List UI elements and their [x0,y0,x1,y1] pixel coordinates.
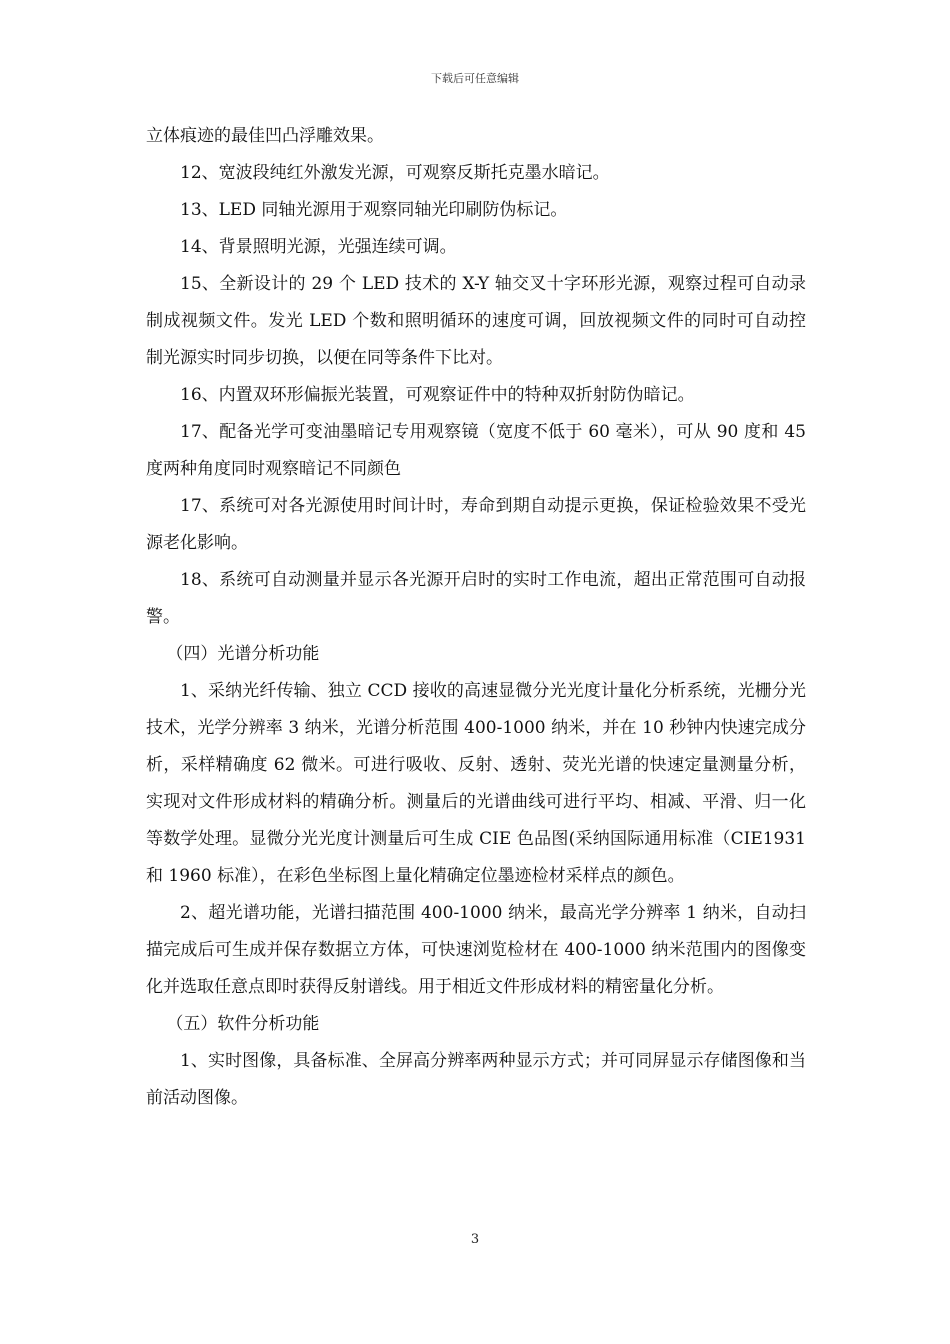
paragraph-continuation: 立体痕迹的最佳凹凸浮雕效果。 [146,126,384,146]
paragraph-item-12: 12、宽波段纯红外激发光源，可观察反斯托克墨水暗记。 [180,163,610,183]
paragraph-item-15: 15、全新设计的 29 个 LED 技术的 X-Y 轴交叉十字环形光源，观察过程可自动录制成视频文件。发光 LED 个数和照明循环的速度可调，回放视频文件的同时可自动控制光源实时同步切换，以便在同等条件下比对。 [146,274,806,368]
paragraph-spectral-2: 2、超光谱功能，光谱扫描范围 400-1000 纳米，最高光学分辨率 1 纳米，自动扫描完成后可生成并保存数据立方体，可快速浏览检材在 400-1000 纳米范围内的图像变化并选取任意点即时获得反射谱线。用于相近文件形成材料的精密量化分析。 [146,903,806,997]
paragraph-item-17a: 17、配备光学可变油墨暗记专用观察镜（宽度不低于 60 毫米），可从 90 度和 45 度两种角度同时观察暗记不同颜色 [146,422,806,479]
paragraph-item-18: 18、系统可自动测量并显示各光源开启时的实时工作电流，超出正常范围可自动报警。 [146,570,806,627]
page-header: 下载后可任意编辑 [431,72,519,85]
section-heading-spectral: （四）光谱分析功能 [166,644,320,664]
page-number: 3 [470,1232,480,1247]
paragraph-item-16: 16、内置双环形偏振光装置，可观察证件中的特种双折射防伪暗记。 [180,385,695,405]
paragraph-item-13: 13、LED 同轴光源用于观察同轴光印刷防伪标记。 [180,200,568,220]
paragraph-item-14: 14、背景照明光源，光强连续可调。 [180,237,457,257]
paragraph-item-17b: 17、系统可对各光源使用时间计时，寿命到期自动提示更换，保证检验效果不受光源老化影响。 [146,496,806,553]
paragraph-software-1: 1、实时图像，具备标准、全屏高分辨率两种显示方式；并可同屏显示存储图像和当前活动图像。 [146,1051,806,1108]
paragraph-spectral-1: 1、采纳光纤传输、独立 CCD 接收的高速显微分光光度计量化分析系统，光栅分光技术，光学分辨率 3 纳米，光谱分析范围 400-1000 纳米，并在 10 秒钟内快速完成分析，采样精确度 62 微米。可进行吸收、反射、透射、荧光光谱的快速定量测量分析，实现对文件形成材料的精确分析。测量后的光谱曲线可进行平均、相减、平滑、归一化等数学处理。显微分光光度计测量后可生成 CIE 色品图(采纳国际通用标准（CIE1931 和 1960 标准），在彩色坐标图上量化精确定位墨迹检材采样点的颜色。 [146,681,806,886]
document-body [146,118,806,1117]
section-heading-software: （五）软件分析功能 [166,1014,320,1034]
